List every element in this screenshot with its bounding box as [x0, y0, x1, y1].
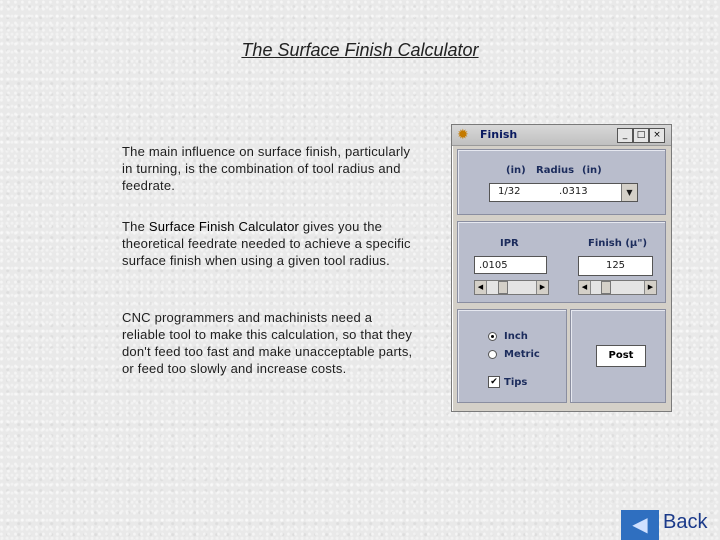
- radius-fraction: 1/32: [498, 186, 521, 197]
- calculator-paragraph: [122, 218, 414, 269]
- post-panel: [570, 309, 666, 403]
- metric-label: Metric: [504, 349, 540, 360]
- back-link[interactable]: [621, 508, 720, 540]
- minimize-button[interactable]: _: [617, 128, 633, 143]
- finish-scroll-thumb[interactable]: [601, 281, 611, 294]
- scroll-left-icon[interactable]: ◀: [475, 281, 487, 294]
- ipr-scrollbar[interactable]: [474, 280, 549, 295]
- radius-panel: [457, 149, 666, 215]
- window-title: Finish: [480, 128, 518, 141]
- maximize-button[interactable]: □: [633, 128, 649, 143]
- scroll-left-icon[interactable]: ◀: [579, 281, 591, 294]
- units-panel: [457, 309, 567, 403]
- calculator-name: Surface Finish Calculator: [148, 219, 300, 234]
- metric-radio[interactable]: [488, 350, 497, 359]
- p2-rest: gives you the theoretical feedrate needed to achieve a specific surface finish when using a given tool radius.: [122, 219, 411, 268]
- window-titlebar[interactable]: [452, 125, 671, 146]
- post-button[interactable]: Post: [596, 345, 646, 367]
- inch-radio[interactable]: [488, 332, 497, 341]
- scroll-right-icon[interactable]: ▶: [644, 281, 656, 294]
- finish-input[interactable]: 125: [578, 256, 653, 276]
- finish-window: [451, 124, 672, 412]
- feed-panel: [457, 221, 666, 303]
- radius-select[interactable]: [489, 183, 638, 202]
- finish-label: Finish (µ"): [588, 238, 648, 249]
- chevron-down-icon[interactable]: ▼: [621, 184, 637, 201]
- tips-checkbox[interactable]: ✔: [488, 376, 500, 388]
- p2-prefix: The: [122, 219, 149, 234]
- intro-paragraph: The main influence on surface finish, particularly in turning, is the combination of tool radius and feedrate.: [122, 144, 411, 193]
- radius-label: Radius: [536, 165, 575, 176]
- radius-unit-left: (in): [506, 165, 526, 176]
- inch-label: Inch: [504, 331, 528, 342]
- ipr-input[interactable]: .0105: [474, 256, 547, 274]
- ipr-label: IPR: [500, 238, 519, 249]
- back-label[interactable]: Back: [663, 511, 708, 533]
- app-icon: ✹: [457, 127, 469, 143]
- close-button[interactable]: ×: [649, 128, 665, 143]
- slide-title: The Surface Finish Calculator: [241, 40, 479, 60]
- scroll-right-icon[interactable]: ▶: [536, 281, 548, 294]
- radius-decimal: .0313: [559, 186, 588, 197]
- finish-scrollbar[interactable]: [578, 280, 657, 295]
- ipr-scroll-thumb[interactable]: [498, 281, 508, 294]
- back-arrow-icon[interactable]: ◀: [621, 510, 659, 540]
- radius-unit-right: (in): [582, 165, 602, 176]
- purpose-paragraph: CNC programmers and machinists need a reliable tool to make this calculation, so that they don't feed too fast and make unacceptable parts, or feed too slowly and increase costs.: [122, 310, 413, 376]
- tips-label: Tips: [504, 377, 528, 388]
